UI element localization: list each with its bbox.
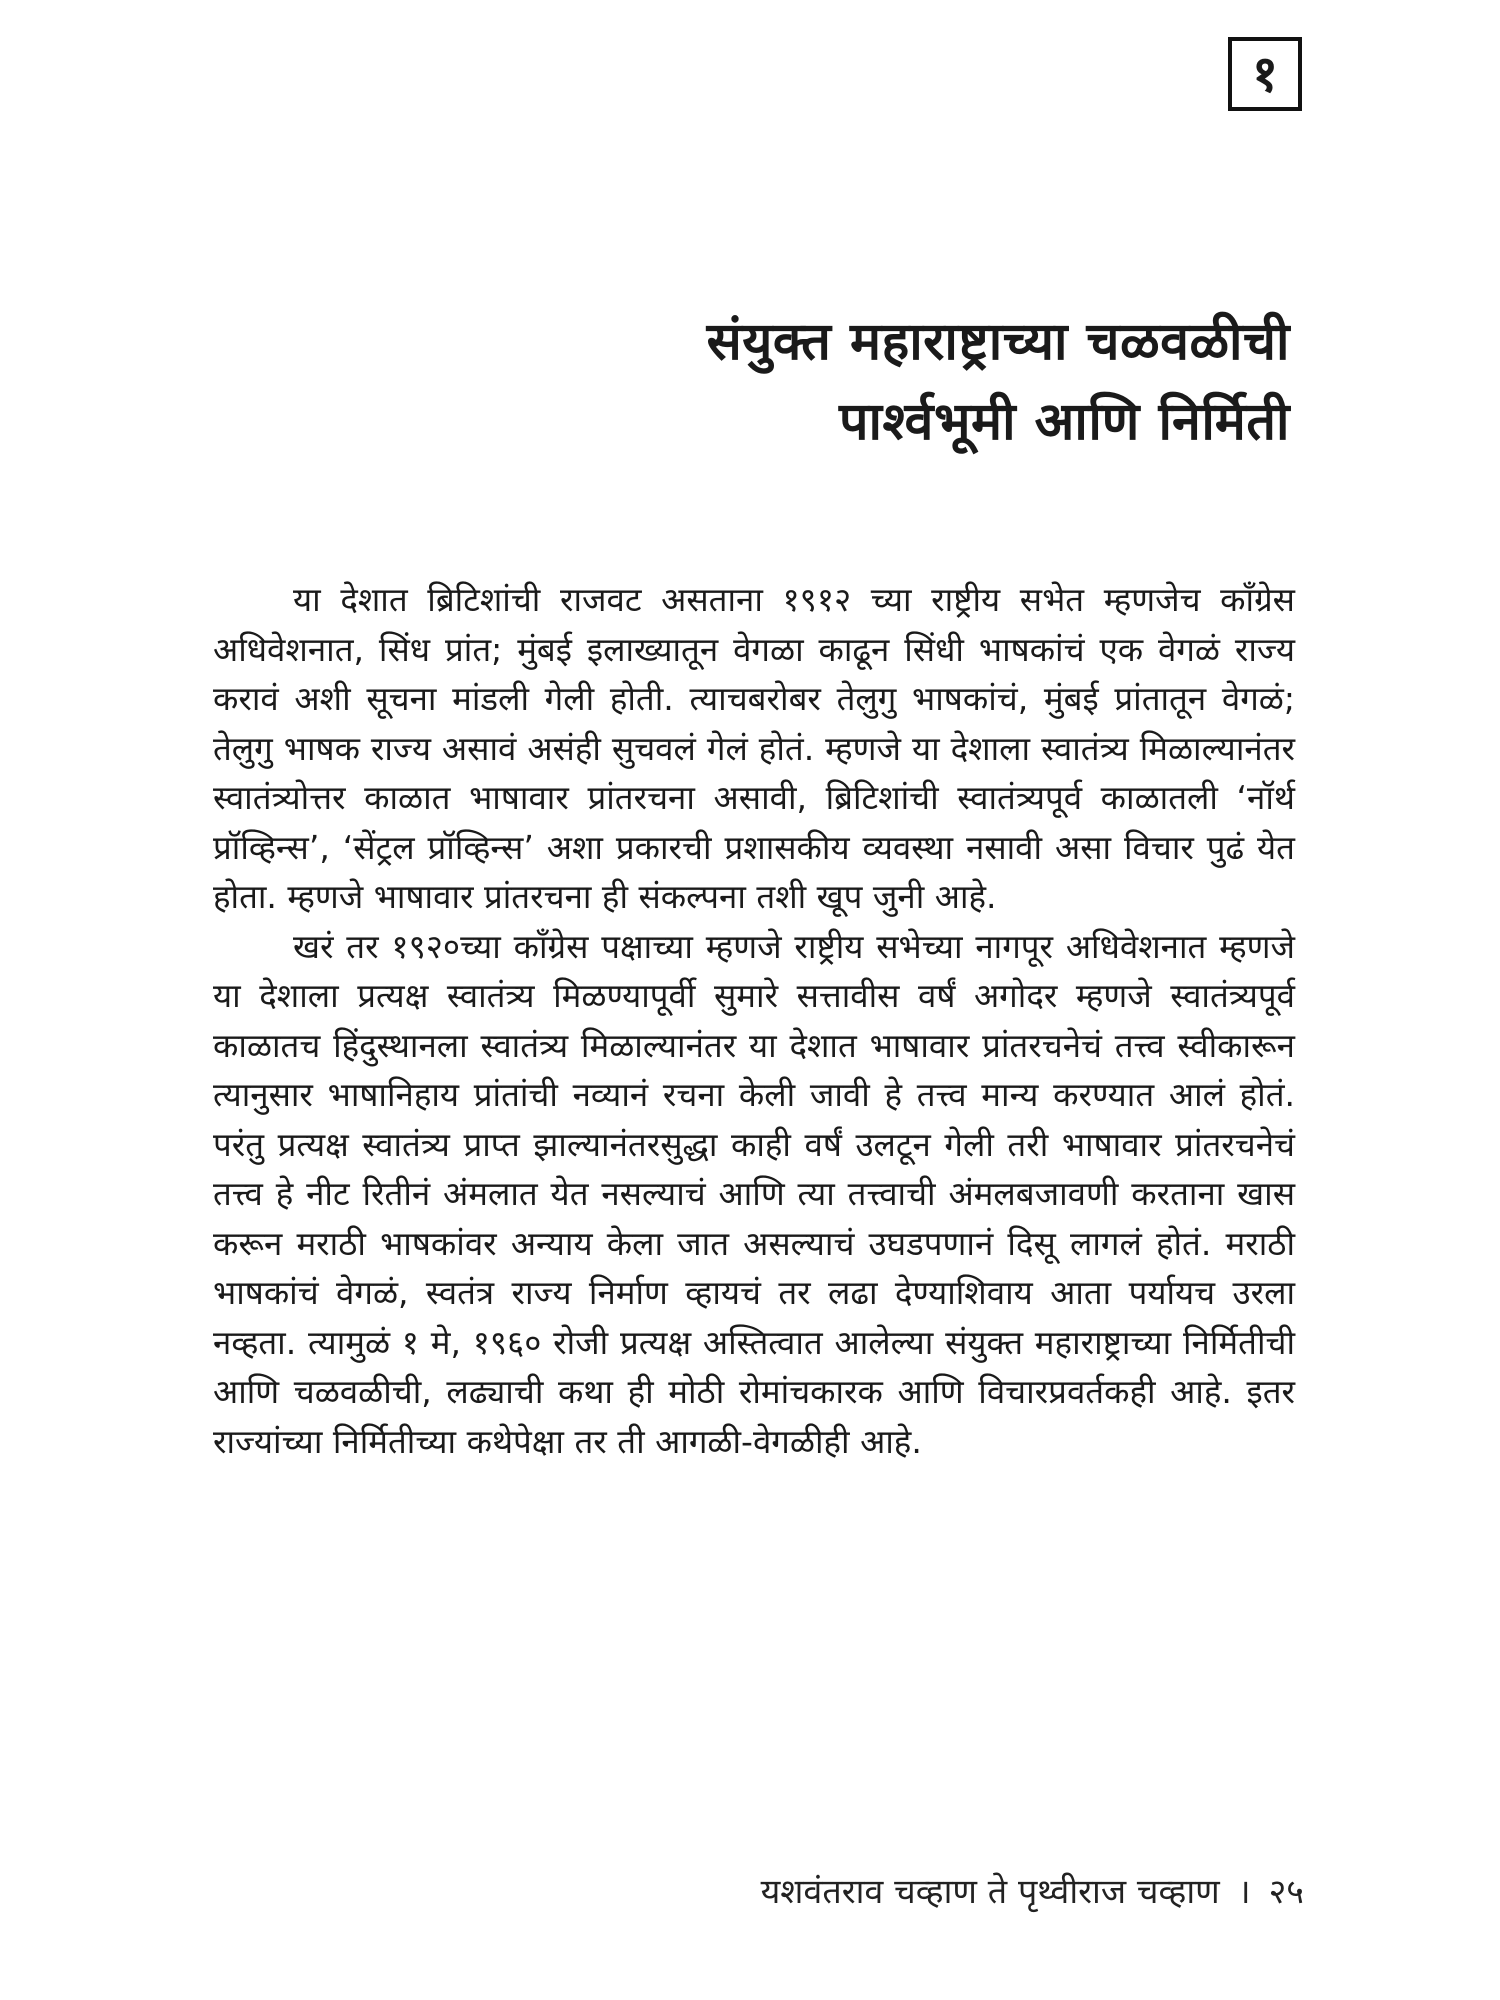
paragraph-1: या देशात ब्रिटिशांची राजवट असताना १९१२ च्या राष्ट्रीय सभेत म्हणजेच काँग्रेस अधिवेशनात, सिंध प्रांत; मुंबई इलाख्यातून वेगळा काढून सिंधी भाषकांचं एक वेगळं राज्य करावं अशी सूचना मांडली गेली होती. त्याचबरोबर तेलुगु भाषकांचं, मुंबई प्रांतातून वेगळं; तेलुगु भाषक राज्य असावं असंही सुचवलं गेलं होतं. म्हणजे या देशाला स्वातंत्र्य मिळाल्यानंतर स्वातंत्र्योत्तर काळात भाषावार प्रांतरचना असावी, ब्रिटिशांची स्वातंत्र्यपूर्व काळातली ‘नॉर्थ प्रॉव्हिन्स’, ‘सेंट्रल प्रॉव्हिन्स’ अशा प्रकारची प्रशासकीय व्यवस्था नसावी असा विचार पुढं येत होता. म्हणजे भाषावार प्रांतरचना ही संकल्पना तशी खूप जुनी आहे. (213, 580, 1295, 916)
chapter-title-line-2: पार्श्वभूमी आणि निर्मिती (838, 392, 1290, 452)
chapter-title-line-1: संयुक्त महाराष्ट्राच्या चळवळीची (706, 312, 1290, 372)
footer-separator: । (1237, 1872, 1251, 1912)
page-footer (761, 1867, 1304, 1917)
running-book-title: यशवंतराव चव्हाण ते पृथ्वीराज चव्हाण (760, 1872, 1220, 1912)
page-number: २५ (1268, 1872, 1304, 1912)
chapter-number-box (1228, 37, 1302, 111)
chapter-title (707, 302, 1290, 462)
paragraph-2: खरं तर १९२०च्या काँग्रेस पक्षाच्या म्हणजे राष्ट्रीय सभेच्या नागपूर अधिवेशनात म्हणजे या देशाला प्रत्यक्ष स्वातंत्र्य मिळण्यापूर्वी सुमारे सत्तावीस वर्षं अगोदर म्हणजे स्वातंत्र्यपूर्व काळातच हिंदुस्थानला स्वातंत्र्य मिळाल्यानंतर या देशात भाषावार प्रांतरचनेचं तत्त्व स्वीकारून त्यानुसार भाषानिहाय प्रांतांची नव्यानं रचना केली जावी हे तत्त्व मान्य करण्यात आलं होतं. परंतु प्रत्यक्ष स्वातंत्र्य प्राप्त झाल्यानंतरसुद्धा काही वर्षं उलटून गेली तरी भाषावार प्रांतरचनेचं तत्त्व हे नीट रितीनं अंमलात येत नसल्याचं आणि त्या तत्त्वाची अंमलबजावणी करताना खास करून मराठी भाषकांवर अन्याय केला जात असल्याचं उघडपणानं दिसू लागलं होतं. मराठी भाषकांचं वेगळं, स्वतंत्र राज्य निर्माण व्हायचं तर लढा देण्याशिवाय आता पर्यायच उरला नव्हता. त्यामुळं १ मे, १९६० रोजी प्रत्यक्ष अस्तित्वात आलेल्या संयुक्त महाराष्ट्राच्या निर्मितीची आणि चळवळीची, लढ्याची कथा ही मोठी रोमांचकारक आणि विचारप्रवर्तकही आहे. इतर राज्यांच्या निर्मितीच्या कथेपेक्षा तर ती आगळी-वेगळीही आहे. (213, 926, 1295, 1461)
chapter-number: १ (1252, 45, 1278, 103)
body-text (213, 575, 1295, 1466)
